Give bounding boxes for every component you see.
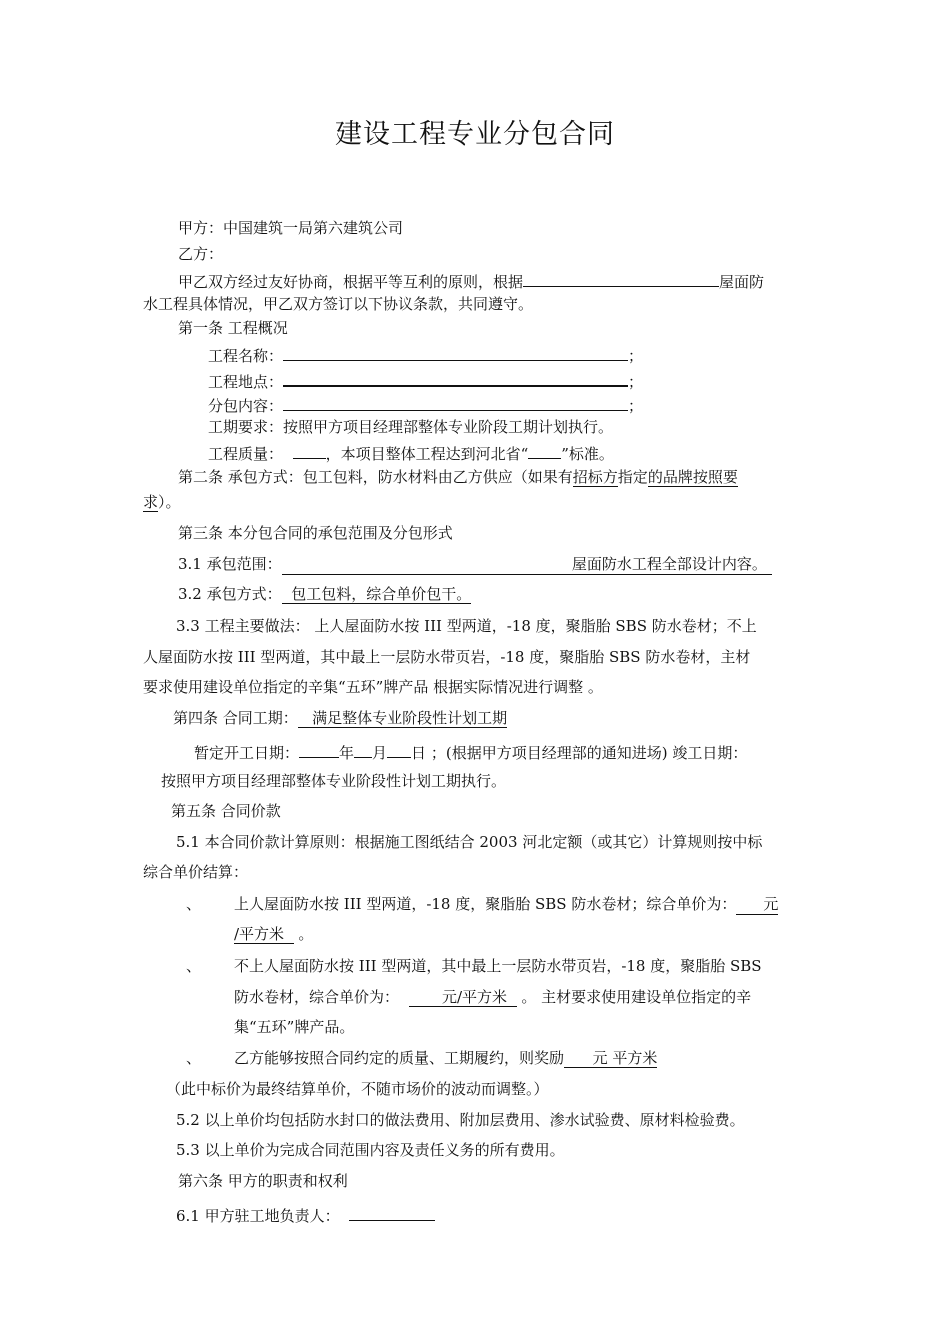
intro-roof: 屋面防 — [719, 273, 765, 291]
intro-line-1 — [178, 269, 764, 292]
project-name-label: 工程名称： — [208, 347, 284, 365]
article-2-text: 第二条 承包方式：包工包料，防水材料由乙方供应（如果有 — [178, 468, 573, 486]
subcontract-content-label: 分包内容： — [208, 397, 284, 415]
quality-blank[interactable] — [293, 441, 326, 459]
article-2-line-2 — [143, 492, 181, 512]
day-blank[interactable] — [387, 740, 411, 758]
method-line-3: 要求使用建设单位指定的辛集“五环”牌产品 根据实际情况进行调整 。 — [143, 678, 603, 696]
bullet-1-price: 元 — [736, 894, 778, 915]
article-3-heading: 第三条 本分包合同的承包范围及分包形式 — [178, 524, 453, 542]
intro-text: 甲乙双方经过友好协商，根据平等互利的原则，根据 — [178, 273, 524, 291]
month-blank[interactable] — [354, 740, 372, 758]
quality-end: ”标准。 — [561, 445, 614, 463]
site-manager-row — [176, 1203, 435, 1226]
method-line-1: 3.3 工程主要做法： 上人屋面防水按 III 型两道，-18 度，聚脂胎 SBS 防水卷材；不上 — [176, 617, 757, 635]
project-name-row — [208, 343, 643, 366]
subcontract-content-blank[interactable] — [283, 393, 628, 411]
tenderer-text: 招标方 — [572, 468, 618, 486]
designated-text: 指定 — [617, 468, 648, 486]
party-a: 甲方：中国建筑一局第六建筑公司 — [178, 219, 404, 237]
year-label: 年 — [339, 744, 355, 762]
article-2-line-1 — [178, 467, 738, 487]
reward-value — [564, 1049, 657, 1068]
semicolon: ； — [628, 347, 644, 365]
brand-text: 的品牌按照要 — [647, 468, 738, 486]
period-value — [298, 709, 507, 728]
price-note: （此中标价为最终结算单价，不随市场价的波动而调整。） — [166, 1080, 549, 1098]
site-manager-label: 6.1 甲方驻工地负责人： — [176, 1207, 340, 1225]
bullet-2-line-3: 集“五环”牌产品。 — [234, 1018, 355, 1036]
reward-value-text: 元 平方米 — [592, 1049, 658, 1067]
price-principle-line-2: 综合单价结算： — [143, 863, 249, 881]
bullet-2-line-1: 不上人屋面防水按 III 型两道，其中最上一层防水带页岩，-18 度，聚脂胎 SBS — [234, 957, 762, 975]
mode-colon: ： — [266, 585, 282, 603]
bullet-1-end: 。 — [298, 925, 314, 943]
period-value-text: 满足整体专业阶段性计划工期 — [312, 709, 508, 727]
bullet-2-text: 防水卷材，综合单价为： — [234, 988, 400, 1006]
bullet-1-unit-text: /平方米 — [234, 925, 285, 943]
completion-line: 按照甲方项目经理部整体专业阶段性计划工期执行。 — [161, 772, 507, 790]
article-5-heading: 第五条 合同价款 — [171, 802, 281, 820]
bullet-3-mark: 、 — [186, 1049, 202, 1067]
scope-value-text: 屋面防水工程全部设计内容。 — [571, 555, 767, 573]
scope-label: 3.1 承包范围： — [178, 555, 282, 573]
start-date-label: 暂定开工日期： — [194, 744, 300, 762]
price-principle-line-1: 5.1 本合同价款计算原则：根据施工图纸结合 2003 河北定额（或其它）计算规则按中标 — [176, 833, 763, 851]
year-blank[interactable] — [299, 740, 339, 758]
standard-blank[interactable] — [528, 441, 561, 459]
bullet-2-mark: 、 — [186, 957, 202, 975]
method-line-2: 人屋面防水按 III 型两道，其中最上一层防水带页岩，-18 度，聚脂胎 SBS 防水卷材，主材 — [143, 648, 751, 666]
bullet-1-line-1 — [234, 894, 778, 915]
project-name-blank[interactable] — [283, 343, 628, 361]
bullet-3-line — [234, 1048, 657, 1068]
quality-label: 工程质量： — [208, 445, 284, 463]
bullet-1-unit — [234, 925, 294, 944]
semicolon: ； — [628, 373, 644, 391]
basis-blank[interactable] — [523, 269, 719, 287]
project-location-label: 工程地点： — [208, 373, 284, 391]
bullet-1-text: 上人屋面防水按 III 型两道，-18 度，聚脂胎 SBS 防水卷材；综合单价为： — [234, 895, 737, 913]
price-scope: 5.3 以上单价为完成合同范围内容及责任义务的所有费用。 — [176, 1141, 565, 1159]
site-manager-blank[interactable] — [349, 1203, 435, 1221]
scope-row — [178, 554, 772, 575]
subcontract-content-row — [208, 393, 643, 416]
article-6-heading: 第六条 甲方的职责和权利 — [178, 1172, 348, 1190]
article-4-heading: 第四条 合同工期： — [173, 709, 298, 727]
schedule-requirement: 工期要求：按照甲方项目经理部整体专业阶段工期计划执行。 — [208, 418, 614, 436]
price-inclusion: 5.2 以上单价均包括防水封口的做法费用、附加层费用、渗水试验费、原材料检验费。 — [176, 1111, 745, 1129]
scope-value — [282, 554, 772, 575]
month-label: 月 — [372, 744, 388, 762]
bullet-2-material: 。 主材要求使用建设单位指定的辛 — [521, 988, 752, 1006]
project-location-blank[interactable] — [283, 368, 628, 387]
start-date-note: ；(根据甲方项目经理部的通知进场) 竣工日期： — [430, 744, 748, 762]
mode-value-text: 包工包料，综合单价包干。 — [291, 585, 472, 603]
bullet-1-line-2 — [234, 924, 313, 944]
semicolon: ； — [628, 397, 644, 415]
mode-row — [178, 584, 471, 604]
quality-text: ，本项目整体工程达到河北省“ — [325, 445, 529, 463]
quality-row — [208, 441, 614, 464]
bullet-3-text: 乙方能够按照合同约定的质量、工期履约，则奖励 — [234, 1049, 565, 1067]
contract-title: 建设工程专业分包合同 — [335, 119, 615, 150]
mode-value — [282, 585, 472, 604]
paren-close: ）。 — [158, 493, 181, 511]
bullet-2-price — [409, 988, 517, 1007]
article-1-heading: 第一条 工程概况 — [178, 319, 288, 337]
bullet-1-mark: 、 — [186, 895, 202, 913]
intro-line-2: 水工程具体情况，甲乙双方签订以下协议条款，共同遵守。 — [143, 295, 534, 313]
article-4-row — [173, 708, 507, 728]
project-location-row — [208, 368, 643, 392]
bullet-2-line-2 — [234, 987, 751, 1007]
mode-label: 3.2 承包方式 — [178, 585, 267, 603]
start-date-row — [194, 740, 747, 763]
requirement-text: 求 — [143, 493, 159, 511]
party-b: 乙方： — [178, 245, 224, 263]
bullet-2-price-text: 元/平方米 — [441, 988, 508, 1006]
day-label: 日 — [411, 744, 427, 762]
